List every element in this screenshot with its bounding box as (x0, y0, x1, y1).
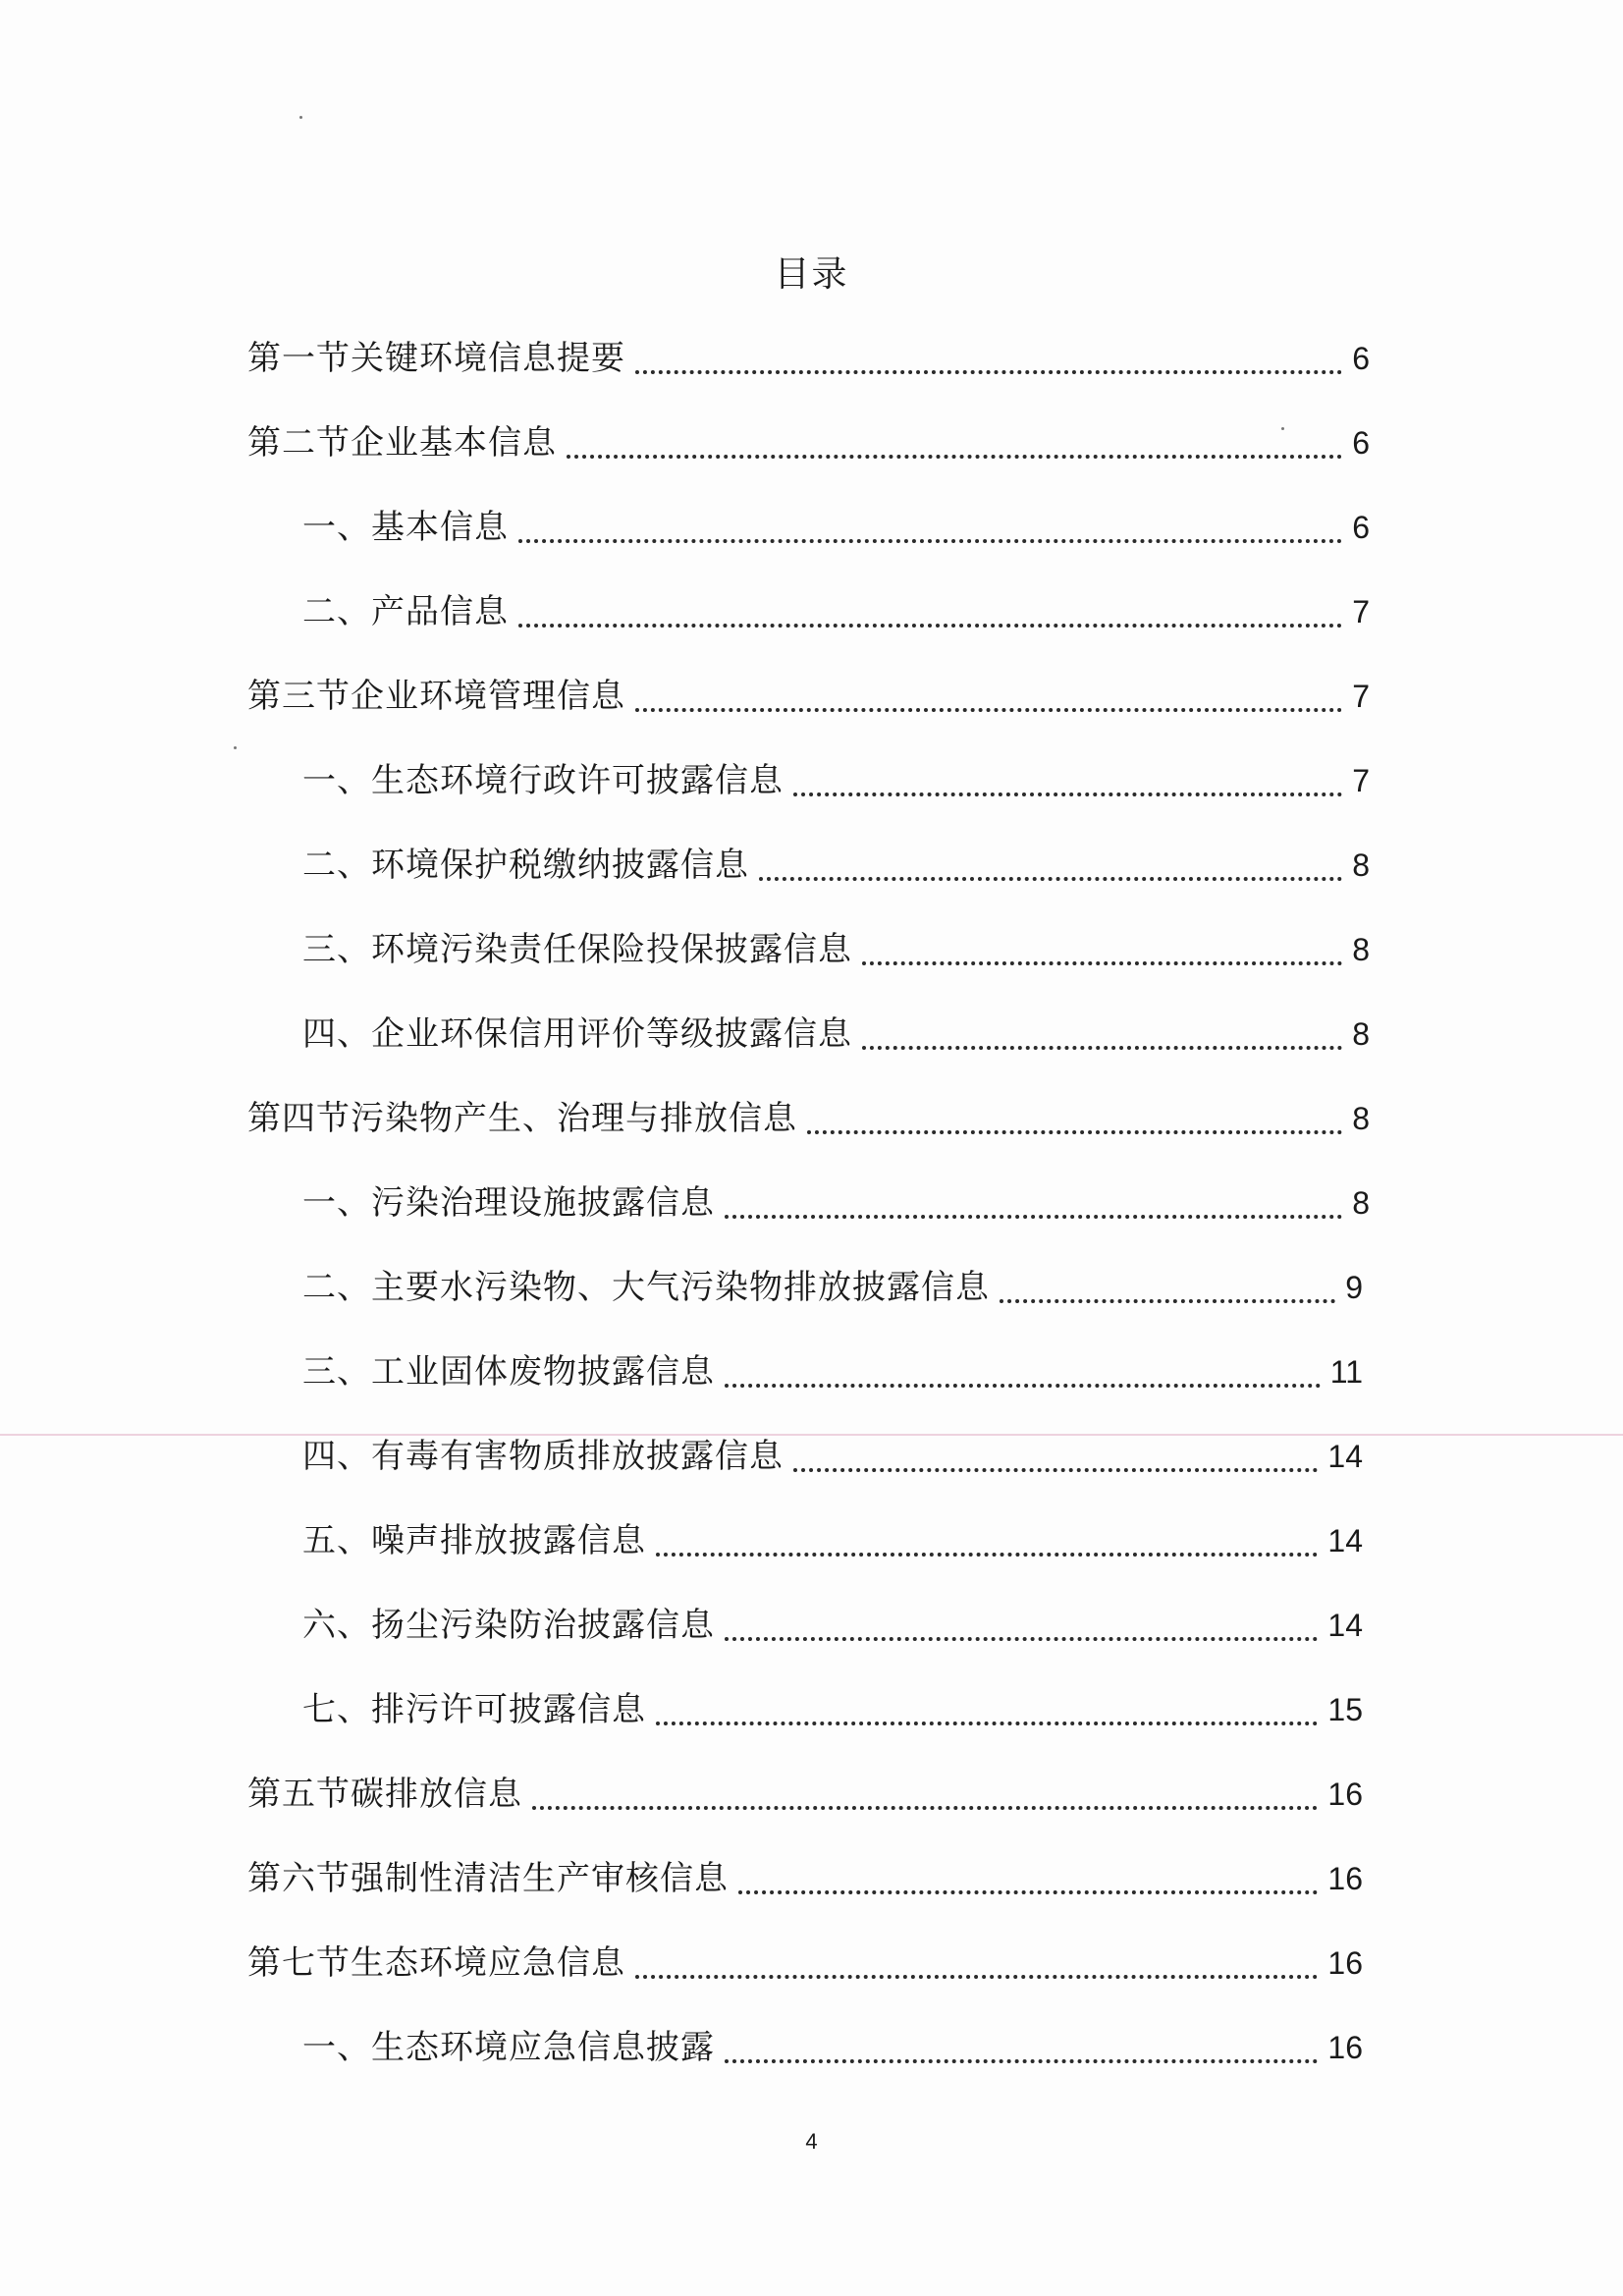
toc-entry[interactable] (302, 1174, 1370, 1232)
toc-entry-page-number: 8 (1352, 847, 1370, 883)
toc-entry[interactable] (247, 1849, 1363, 1908)
toc-entry-page-number: 16 (1327, 1861, 1363, 1896)
toc-dot-leader (725, 1215, 1342, 1219)
toc-entry[interactable] (302, 1511, 1363, 1570)
scan-speck (299, 116, 302, 119)
toc-entry-label: 二、主要水污染物、大气污染物排放披露信息 (302, 1268, 990, 1307)
toc-entry[interactable] (247, 1765, 1363, 1824)
toc-entry-page-number: 7 (1352, 594, 1370, 629)
toc-dot-leader (793, 1468, 1318, 1472)
toc-entry[interactable] (302, 836, 1370, 895)
toc-entry-label: 二、环境保护税缴纳披露信息 (302, 846, 749, 885)
toc-entry-page-number: 14 (1327, 1608, 1363, 1643)
toc-dot-leader (725, 1384, 1321, 1388)
toc-entry-label: 三、环境污染责任保险投保披露信息 (302, 930, 852, 969)
toc-entry[interactable] (302, 920, 1370, 979)
toc-entry-page-number: 8 (1352, 1016, 1370, 1052)
toc-entry-label: 一、生态环境应急信息披露 (302, 2028, 715, 2067)
toc-entry-page-number: 7 (1352, 679, 1370, 714)
toc-entry-label: 二、产品信息 (302, 592, 509, 631)
toc-entry-page-number: 8 (1352, 1101, 1370, 1136)
toc-entry-label: 第五节碳排放信息 (247, 1775, 522, 1814)
toc-entry-page-number: 8 (1352, 1185, 1370, 1221)
toc-entry-page-number: 14 (1327, 1439, 1363, 1474)
toc-entry-label: 七、排污许可披露信息 (302, 1690, 646, 1729)
toc-entry-page-number: 11 (1329, 1354, 1363, 1390)
toc-entry[interactable] (302, 1680, 1363, 1739)
toc-entry-label: 四、有毒有害物质排放披露信息 (302, 1437, 784, 1476)
toc-entry-label: 第一节关键环境信息提要 (247, 339, 625, 378)
toc-entry[interactable] (247, 1934, 1363, 1993)
toc-entry-label: 四、企业环保信用评价等级披露信息 (302, 1014, 852, 1054)
toc-dot-leader (532, 1806, 1318, 1810)
toc-dot-leader (759, 877, 1342, 881)
toc-entry[interactable] (302, 751, 1370, 810)
toc-entry-page-number: 16 (1327, 1777, 1363, 1812)
toc-entry-page-number: 14 (1327, 1523, 1363, 1558)
toc-dot-leader (1000, 1299, 1335, 1303)
toc-entry[interactable] (302, 498, 1370, 557)
toc-entry-label: 第三节企业环境管理信息 (247, 677, 625, 716)
toc-entry-label: 一、污染治理设施披露信息 (302, 1183, 715, 1223)
toc-entry-page-number: 6 (1352, 341, 1370, 376)
toc-dot-leader (518, 539, 1342, 543)
toc-entry-label: 五、噪声排放披露信息 (302, 1521, 646, 1560)
toc-entry[interactable] (247, 667, 1370, 726)
toc-entry-label: 六、扬尘污染防治披露信息 (302, 1606, 715, 1645)
toc-dot-leader (635, 370, 1342, 374)
scan-speck (234, 746, 237, 749)
toc-dot-leader (793, 793, 1342, 796)
toc-entry[interactable] (302, 582, 1370, 641)
toc-entry-label: 第七节生态环境应急信息 (247, 1943, 625, 1983)
toc-dot-leader (862, 1046, 1342, 1050)
toc-entry[interactable] (302, 1342, 1363, 1401)
toc-entry[interactable] (247, 413, 1370, 472)
toc-entry-page-number: 6 (1352, 510, 1370, 545)
toc-entry-label: 一、基本信息 (302, 508, 509, 547)
toc-dot-leader (738, 1890, 1318, 1894)
toc-entry-label: 第六节强制性清洁生产审核信息 (247, 1859, 729, 1898)
toc-entry-page-number: 6 (1352, 425, 1370, 461)
toc-dot-leader (725, 1637, 1318, 1641)
toc-entry[interactable] (302, 1596, 1363, 1655)
toc-entry-page-number: 9 (1345, 1270, 1363, 1305)
toc-entry[interactable] (302, 1005, 1370, 1064)
toc-dot-leader (807, 1130, 1342, 1134)
toc-entry-label: 第二节企业基本信息 (247, 423, 557, 463)
toc-dot-leader (725, 2059, 1318, 2063)
toc-entry-page-number: 8 (1352, 932, 1370, 967)
toc-dot-leader (567, 455, 1342, 459)
toc-dot-leader (635, 708, 1342, 712)
toc-entry-page-number: 16 (1327, 2030, 1363, 2065)
toc-entry[interactable] (302, 1258, 1363, 1317)
toc-dot-leader (656, 1722, 1318, 1725)
toc-entry-label: 三、工业固体废物披露信息 (302, 1352, 715, 1392)
toc-entry[interactable] (302, 1427, 1363, 1486)
toc-entry[interactable] (247, 329, 1370, 388)
toc-dot-leader (518, 624, 1342, 628)
toc-entry-page-number: 15 (1327, 1692, 1363, 1727)
page-number: 4 (805, 2129, 818, 2154)
toc-entry-page-number: 16 (1327, 1945, 1363, 1981)
toc-entry-label: 一、生态环境行政许可披露信息 (302, 761, 784, 800)
toc-entry[interactable] (247, 1089, 1370, 1148)
toc-dot-leader (862, 961, 1342, 965)
toc-entry-page-number: 7 (1352, 763, 1370, 798)
toc-entry-label: 第四节污染物产生、治理与排放信息 (247, 1099, 797, 1138)
toc-entry[interactable] (302, 2018, 1363, 2077)
toc-dot-leader (635, 1975, 1318, 1979)
toc-dot-leader (656, 1553, 1318, 1557)
toc-title: 目录 (774, 254, 849, 295)
